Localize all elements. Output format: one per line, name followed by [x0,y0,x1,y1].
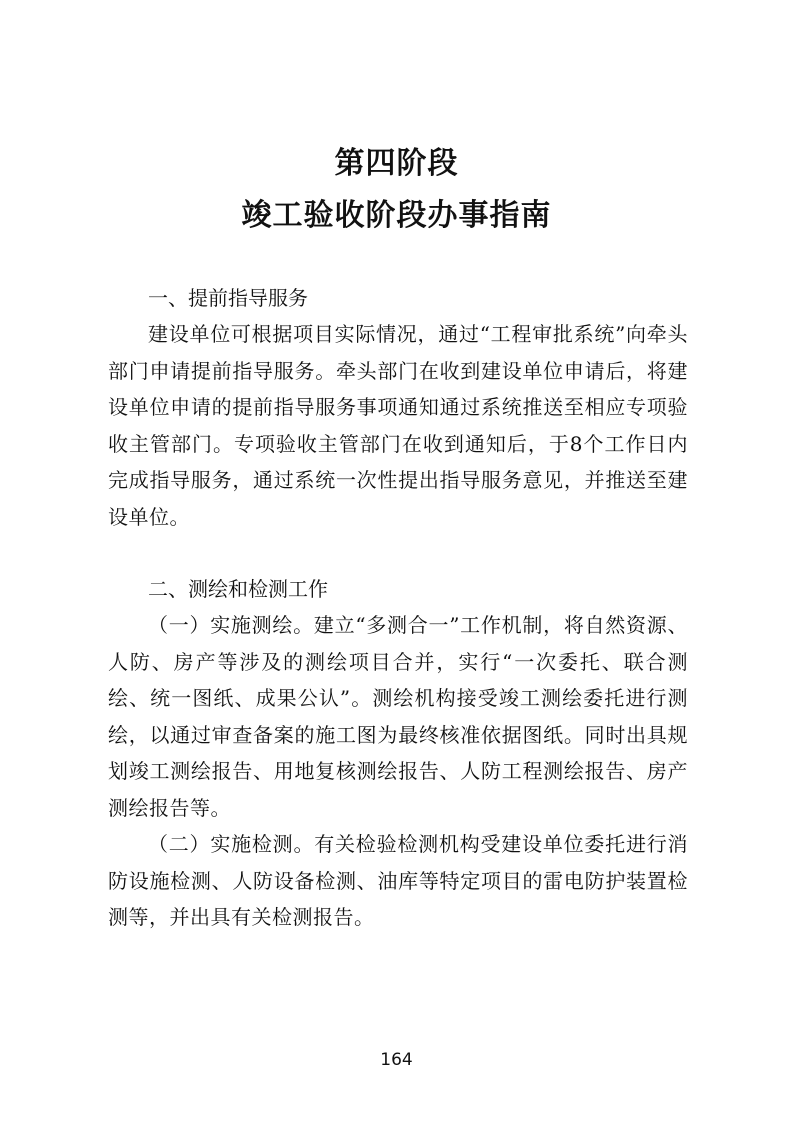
page-title [0,138,793,242]
page-number: 164 [380,1050,413,1070]
section-surveying-testing [108,571,688,936]
section-heading: 二、测绘和检测工作 [148,577,328,601]
paragraph: （二）实施检测。有关检验检测机构受建设单位委托进行消防设施检测、人防设备检测、油库等特定项目的雷电防护装置检测等，并出具有关检测报告。 [108,832,688,929]
document-body [108,280,688,936]
guide-title: 竣工验收阶段办事指南 [241,198,552,233]
stage-title: 第四阶段 [334,146,459,181]
section-heading: 一、提前指导服务 [148,286,308,310]
paragraph: （一）实施测绘。建立“多测合一”工作机制，将自然资源、人防、房产等涉及的测绘项目合并，实行“一次委托、联合测绘、统一图纸、成果公认”。测绘机构接受竣工测绘委托进行测绘，以通过审查备案的施工图为最终核准依据图纸。同时出具规划竣工测绘报告、用地复核测绘报告、人防工程测绘报告、房产测绘报告等。 [108,613,688,820]
paragraph: 建设单位可根据项目实际情况，通过“工程审批系统”向牵头部门申请提前指导服务。牵头部门在收到建设单位申请后，将建设单位申请的提前指导服务事项通知通过系统推送至相应专项验收主管部门。专项验收主管部门在收到通知后，于8个工作日内完成指导服务，通过系统一次性提出指导服务意见，并推送至建设单位。 [108,322,688,529]
section-spacer [108,535,688,571]
section-advance-guidance [108,280,688,535]
